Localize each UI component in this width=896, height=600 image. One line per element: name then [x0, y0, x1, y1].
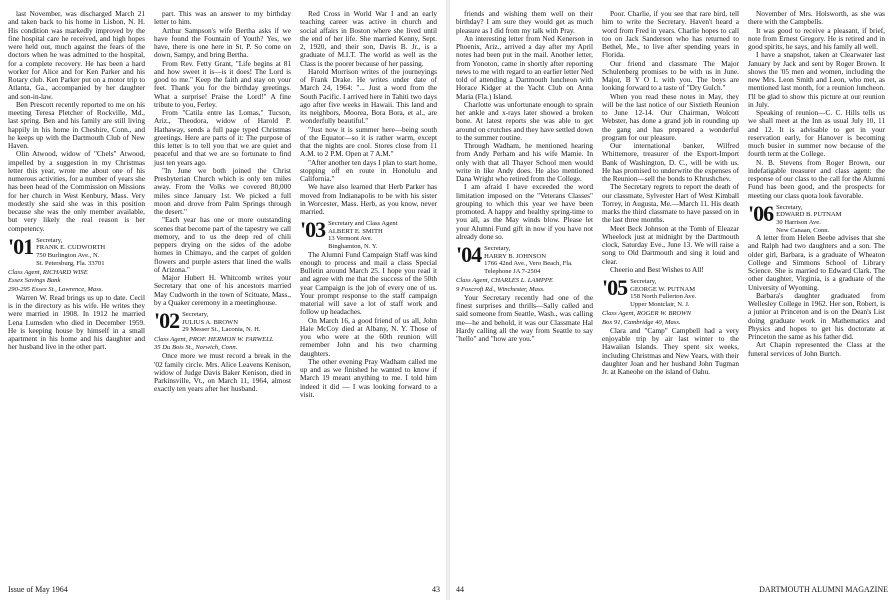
paragraph: From Rev. Fetty Grant, "Life begins at 81 and how sweet it is—is it does! The Lord is good to me." Keep the faith and stay on your feet. Thank you for the birthday greetings. What a surprise! Praise the Lord!" A fine tribute to you, Ferley. — [154, 58, 291, 109]
class-year: '01 — [8, 233, 34, 259]
paragraph: Clara and "Camp" Campbell had a very enjoyable trip by air last winter to the Hawaiian Islands. They spent six weeks, including Christmas and New Years, with their daughter Joan and her husband John Tugman Jr. at Kaneohe on the island of Oahu. — [602, 325, 739, 377]
paragraph: Your Secretary recently had one of the finest surprises and thrills—Sally called and said someone from Seattle, Wash., was calling me—he and behold, it was our Classmate Hal Hardy calling all the way from Seattle to say "hello" and "how are you." — [456, 292, 593, 344]
agent-label: Class Agent, — [154, 335, 188, 343]
paragraph: part. This was an answer to my birthday letter to him. — [154, 9, 291, 27]
agent-name: CHARLES L. LAMPPE — [490, 277, 553, 285]
class-year: '03 — [300, 217, 326, 243]
right-column-1 — [456, 10, 593, 343]
secretary-address: Upper Montclair, N. J. — [630, 300, 690, 308]
issue-footer: Issue of May 1964 — [8, 585, 68, 594]
agent-label: Class Agent, — [8, 269, 42, 277]
paragraph: From "Catila entre las Lomas," Tucson, Ariz., Theodora, widow of Harold P. Hathaway, sends a full page typed Christmas greetings. Here are parts of it: The purpose of this letter is to tell you that we are quiet and peaceful and that we are so fortunate to find just ten years ago. — [154, 108, 291, 167]
magazine-footer: DARTMOUTH ALUMNI MAGAZINE — [759, 585, 888, 594]
class-year: '04 — [456, 242, 482, 267]
paragraph: When you read these notes in May, they will be the last notice of our Sixtieth Reunion to June 12-14. Our Chairman, Wolcott Webster, has done a grand job in rounding up the gang and has prepared a wonderful program for our pleasure. — [602, 91, 739, 142]
class-year: '05 — [602, 275, 628, 300]
paragraph: Through Wadham, he mentioned hearing from Andy Perham and his wife Mamie. In only with that all Thayer School men would write in like Andy does. He also mentioned Dana Wright who retired from the College. — [456, 141, 593, 183]
paragraph: An interesting letter from Ned Kenerson in Phoenix, Ariz., arrived a day after my April notes had been put in the mail. Another letter, from Yonoton, came in shortly after reporting news to me with regard to an earlier letter Ned told of attending a Dartmouth luncheon with Horace Kidger at the Yacht Club on Anna Maria (Fla.) Island. — [456, 33, 593, 101]
agent-address: Essex Savings Bank — [8, 277, 61, 285]
paragraph: friends and wishing them well on their birthday? I am sure they would get as much pleasure as I did from my talk with Pray. — [456, 9, 593, 35]
secretary-address: Binghamton, N. Y. — [328, 243, 378, 251]
paragraph: We have also learned that Herb Parker has moved from Indianapolis to be with his sister in Worcester, Mass. Herb, as you know, never married. — [300, 182, 437, 216]
paragraph: I am afraid I have exceeded the word limitation imposed on the "Veterans Classes" grouping to which this year we have been promoted. A happy and healthy spring-time to you all, as the May winds blow. Please let your Alumni Fund gift in now if you have not already done so. — [456, 182, 593, 241]
paragraph: "Just now it is summer here—being south of the Equator—so it is rather warm, except that the nights are cool. Stores close from 11 A.M. to 2 P.M. Open at 7 A.M." — [300, 124, 437, 159]
secretary-address: 29 Messer St., Laconia, N. H. — [182, 326, 261, 334]
left-column-2 — [154, 10, 291, 394]
secretary-name: FRANK E. CUDWORTH — [36, 244, 106, 252]
secretary-name: EDWARD B. PUTNAM — [776, 211, 842, 219]
agent-name: PROF. HERMON W. FARWELL — [188, 335, 274, 343]
secretary-title: Secretary, — [36, 236, 63, 244]
paragraph: Major Hubert H. Whitcomb writes your Secretary that one of his ancestors married May Cudworth in the town of Scituate, Mass., by a Quaker ceremony in a meetinghouse. — [154, 273, 291, 307]
agent-address: 35 Du Bois St., Norwich, Conn. — [154, 344, 238, 352]
paragraph: On March 16, a good friend of us all, John Hale McCoy died at Albany, N. Y. Those of you who were at the 60th reunion will remember John and his two charming daughters. — [300, 315, 437, 358]
paragraph: November of Mrs. Holsworth, as she was there with the Campbells. — [748, 9, 885, 27]
class-agent — [154, 336, 291, 353]
class-header-04 — [456, 242, 593, 275]
paragraph: The other evening Pray Wadham called me up and as we finished he wanted to know if March 19 meant anything to me. I told him indeed it did — I was looking forward to a visit. — [300, 356, 437, 399]
paragraph: Once more we must record a break in the '02 family circle. Mrs. Alice Leavens Kenison, widow of Judge Davis Baker Kenison, died in Parkinsville, Vt., on March 11, 1964, almost exactly ten years after her husband. — [154, 351, 291, 394]
paragraph: The Alumni Fund Campaign Staff was kind enough to process and mail a class Special Bulletin around March 25. I hope you read it and agree with me that the success of the 50th year Campaign is the job of every one of us. Your prompt response to the staff campaign material will save a lot of staff work and follow up headaches. — [300, 249, 437, 317]
agent-label: Class Agent, — [602, 310, 636, 318]
secretary-address: 1766 42nd Ave., Vero Beach, Fla. — [484, 260, 573, 268]
class-year: '02 — [154, 308, 180, 333]
secretary-address: St. Petersburg, Fla. 33701 — [36, 259, 105, 267]
secretary-title: Secretary, — [776, 203, 803, 211]
class-header-03 — [300, 217, 437, 251]
paragraph: Poor. Charlie, if you see that rare bird, tell him to write the Secretary. Haven't heard a word from Fred in years. Charlie hopes to call too on Jack Sanderson who has returned to Bethel, Me., to live after spending years in Florida. — [602, 9, 739, 60]
paragraph: It was good to receive a pleasant, if brief, note from Ernest Gregory. He is retired and in good spirits, he says, and his family all well. — [748, 25, 885, 51]
secretary-title: Secretary, — [182, 311, 209, 318]
agent-name: ROGER W. BROWN — [636, 310, 692, 318]
paragraph: Ben Prescott recently reported to me on his meeting Teresa Pletcher of Rockville, Md., last spring. Ben and his family are still living happily in his home in Cheshire, Conn., and he keeps up with the Dartmouth Club of New Haven. — [8, 99, 145, 150]
left-column-3 — [300, 10, 437, 399]
paragraph: Red Cross in World War I and an early teaching career was active in church and social affairs in Boston where she lived until the end of her life. She married Kenny, Sept. 2, 1920, and their son, Davis B. Jr., is a graduate of M.I.T. The world as well as the Class is the poorer because of her passing. — [300, 9, 437, 68]
secretary-address: 30 Harrison Ave. — [776, 218, 821, 226]
secretary-address: 13 Vermont Ave. — [328, 235, 373, 243]
agent-address: Box 91, Cambridge 40, Mass. — [602, 318, 681, 326]
paragraph: A letter from Helen Beebe advises that she and Ralph had two daughters and a son. The older girl, Barbara, is a graduate of Wheaton College and Simmons School of Library Science. She is married to Edward Clark. The other daughter, Virginia, is a graduate of the University of Wyoming. — [748, 233, 885, 292]
agent-label: Class Agent, — [456, 277, 490, 285]
right-column-2 — [602, 10, 739, 376]
paragraph: The Secretary regrets to report the death of our classmate, Sylvester Hart of West Kimball Torrey, in Augusta, Me.—March 11. His death marks the third classmate to have passed on in the last three months. — [602, 182, 739, 225]
page-number: 44 — [456, 585, 464, 594]
paragraph: Olin Atwood, widow of "Chels" Atwood, impelled by a suggestion in my Christmas letter this year, wrote me about one of his numerous activities, for a number of years she has been head of the Commission on Missions for her church in West Kenbury, Mass. Very modestly she said she was in this position because she was the only member available, but very likely the real reason is her competency. — [8, 149, 145, 233]
paragraph: Charlotte was unfortunate enough to sprain her ankle and x-rays later showed a broken bone. At latest reports she was able to get around on crutches and they have settled down to the summer routine. — [456, 99, 593, 142]
secretary-title: Secretary, — [484, 245, 511, 252]
secretary-address: 750 Burlington Ave., N. — [36, 251, 100, 259]
paragraph: "After another ten days I plan to start home, stopping off en route in Honolulu and California." — [300, 157, 437, 183]
paragraph: I have a snapshot, taken at Clearwater last January by Jack and sent by Roger Brown. It shows the '05 men and women, including the new Mrs. Leon Smith and Leon, who met, as mentioned last month, for a reunion luncheon. I'll be glad to show this picture at our reunion in July. — [748, 50, 885, 109]
secretary-address: Telephone JA 7-2504 — [484, 267, 541, 275]
class-header-06 — [748, 200, 885, 234]
agent-address: 290-295 Essex St., Lawrence, Mass. — [8, 285, 103, 293]
paragraph: Our friend and classmate The Major Schulenberg promises to be with us in June. Major, B Y O L with you. The boys are looking forward to a taste of "Dry Gulch." — [602, 58, 739, 93]
paragraph: "Each year has one or more outstanding scenes that become part of the tapestry we call memory, and to us the deep red of chili peppers drying on the sides of the adobe homes in Chimayo, and the carpet of golden flowers and purple asters that lined the walls of Arizona." — [154, 215, 291, 274]
paragraph: Harold Morrison writes of the journeyings of Frank Drake. He writes under date of March 24, 1964: "... Just a word from the South Pacific. I arrived here in Tahiti two days ago after five weeks in Hawaii. This land and its neighbors, Moorea, Bora Bora, et al., are wonderfully beautiful." — [300, 66, 437, 126]
class-secretary-info — [182, 311, 260, 334]
paragraph: Our international banker, Wilfred Whittemore, treasurer of the Export-Import Bank of Washington, D. C., will be with us. He has promised to underwrite the expenses of the Reunion—sell the bonds to Khrushchev. — [602, 141, 739, 183]
paragraph: Art Chapin represented the Class at the funeral services of John Burtch. — [748, 340, 885, 358]
secretary-title: Secretary and Class Agent — [328, 220, 398, 228]
paragraph: "In June we both joined the Christ Presbyterian Church which is only ten miles away. From the Volks we covered 80,000 miles since January 1st. We picked a full moon and drove from Palm Springs through the desert." — [154, 165, 291, 216]
secretary-name: GEORGE W. PUTNAM — [630, 285, 696, 293]
secretary-name: JULIUS A. BROWN — [182, 318, 238, 326]
class-agent — [602, 310, 739, 327]
left-column-1 — [8, 10, 145, 352]
class-header-02 — [154, 308, 291, 334]
paragraph: Speaking of reunion—C. C. Hills tells us we shall meet at the Inn as usual July 10, 11 and 12. It is advisable to get in your reservation early, for Hanover is becoming much busier in summer now because of the fourth term at the College. — [748, 108, 885, 159]
agent-address: 9 Foxcroft Rd., Winchester, Mass. — [456, 285, 545, 293]
secretary-address: New Canaan, Conn. — [776, 226, 830, 234]
class-year: '06 — [748, 200, 774, 226]
class-secretary-info — [328, 220, 397, 250]
secretary-name: HARRY B. JOHNSON — [484, 252, 546, 260]
secretary-name: ALBERT E. SMITH — [328, 227, 383, 235]
class-agent — [8, 269, 145, 294]
paragraph: N. B. Stevens from Roger Brown, our indefatigable treasurer and class agent: the response of our class to the call for the Alumni Fund has been good, and the prospects for meeting our class quota look favorable. — [748, 157, 885, 200]
page-number: 43 — [432, 585, 440, 594]
class-header-05 — [602, 275, 739, 308]
class-secretary-info — [630, 278, 696, 308]
paragraph: Arthur Sampson's wife Bertha asks if we have found the Fountain of Youth? Yes, we have, there is one here in St. P. So come on down, Sampy, and bring Bertha. — [154, 25, 291, 60]
right-column-3 — [748, 10, 885, 358]
paragraph: last November, was discharged March 21 and taken back to his home in Lisbon, N. H. His condition was markedly improved by the fine hospital care he received, and high hopes were held out, much against the fears of the doctors when he was admitted to the hospital, for a complete recovery. He has been a hard worker for Alice and for Ken Parker and his Rotary club. Ken Parker put on a motor trip to Atlanta, Ga., accompanied by her daughter and son-in-law. — [8, 9, 145, 101]
agent-name: RICHARD WISE — [42, 269, 88, 277]
class-secretary-info — [484, 245, 573, 275]
class-header-01 — [8, 233, 145, 267]
class-secretary-info — [36, 237, 105, 267]
paragraph: Warren W. Read brings us up to date. Cecil is in the directory as his wife. He writes they were married in 1908. In 1912 he married Lena Lumsden who died in December 1959. He is keeping house by himself in a small apartment in his home and his daughter and her husband live in the other part. — [8, 292, 145, 352]
paragraph: Barbara's daughter graduated from Wellesley College in 1962. Her son, Robert, is a junior at Princeton and is on the Dean's List doing graduate work in Mathematics and Physics and hopes to get his doctorate at Princeton the same as his father did. — [748, 290, 885, 342]
paragraph: Cheerio and Best Wishes to All! — [610, 264, 704, 274]
paragraph: Meet Beck Johnson at the Tomb of Eleazar Wheelock just at midnight by the Dartmouth clock, Saturday Eve., June 13. We will raise a song to Old Dartmouth and sing it loud and clear. — [602, 223, 739, 266]
secretary-address: 158 North Fullerton Ave. — [630, 293, 697, 301]
class-secretary-info — [776, 204, 841, 234]
right-page — [448, 0, 896, 600]
secretary-title: Secretary, — [630, 278, 657, 285]
class-agent — [456, 277, 593, 294]
